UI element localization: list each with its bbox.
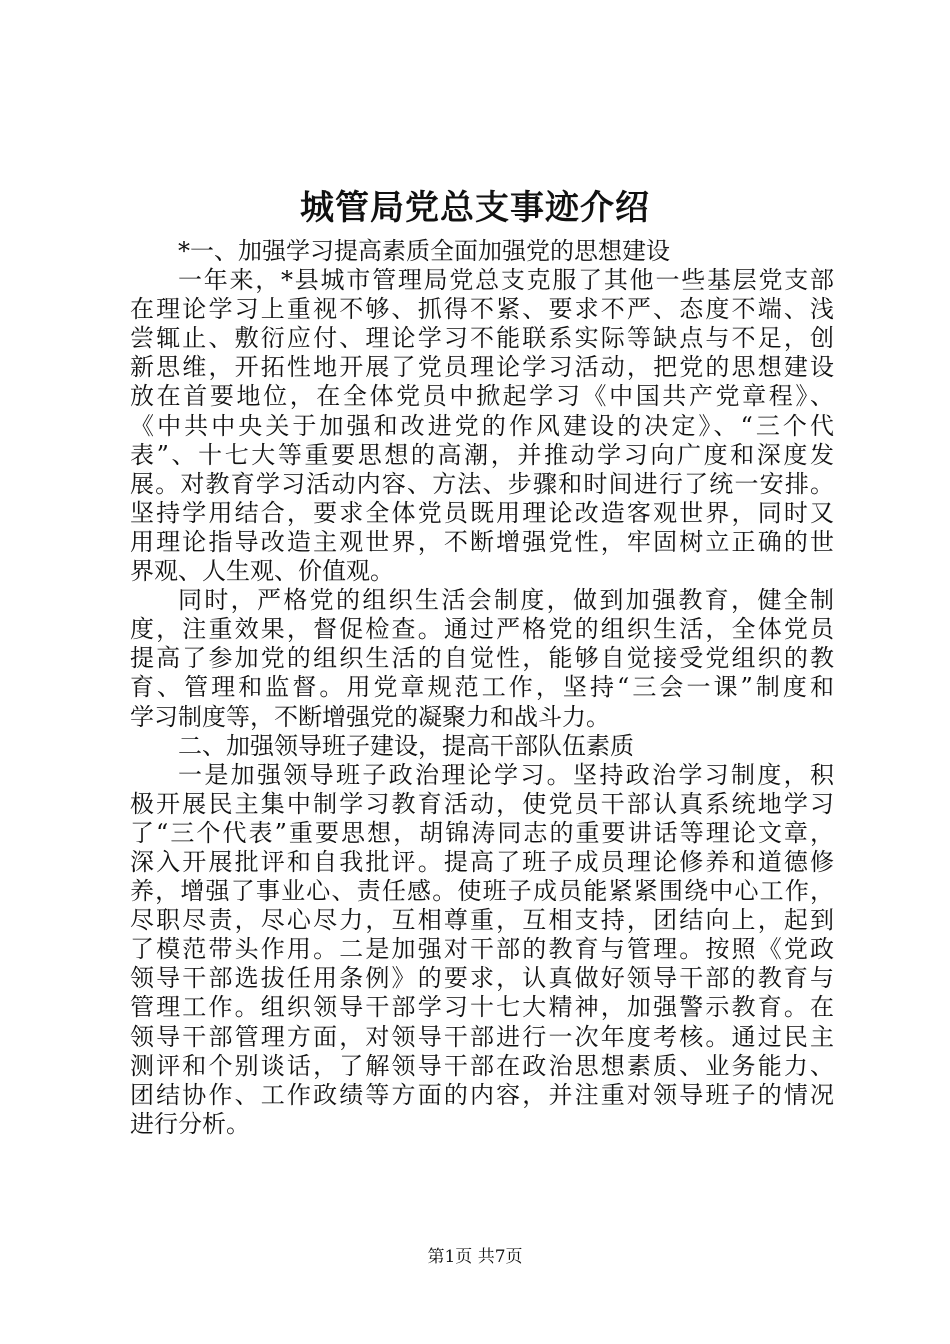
text-line: 同时，严格党的组织生活会制度，做到加强教育，健全制 xyxy=(178,586,834,615)
text-line: 放在首要地位，在全体党员中掀起学习《中国共产党章程》、 xyxy=(130,382,834,411)
text-line: 育、管理和监督。用党章规范工作，坚持“三会一课”制度和 xyxy=(130,673,834,702)
document-title: 城管局党总支事迹介绍 xyxy=(300,188,650,228)
text-line: 新思维，开拓性地开展了党员理论学习活动，把党的思想建设 xyxy=(130,353,834,382)
text-line: *一、加强学习提高素质全面加强党的思想建设 xyxy=(178,237,670,265)
text-line: 管理工作。组织领导干部学习十七大精神，加强警示教育。在 xyxy=(130,993,834,1022)
page-number-footer: 第1页 共7页 xyxy=(427,1247,523,1267)
text-line: 测评和个别谈话，了解领导干部在政治思想素质、业务能力、 xyxy=(130,1051,834,1080)
text-line: 二、加强领导班子建设，提高干部队伍素质 xyxy=(178,731,634,760)
text-line: 界观、人生观、价值观。 xyxy=(130,557,394,586)
text-line: 深入开展批评和自我批评。提高了班子成员理论修养和道德修 xyxy=(130,847,834,876)
text-line: 了模范带头作用。二是加强对干部的教育与管理。按照《党政 xyxy=(130,935,834,964)
text-line: 进行分析。 xyxy=(130,1109,250,1138)
text-line: 领导干部管理方面，对领导干部进行一次年度考核。通过民主 xyxy=(130,1022,834,1051)
text-line: 尽职尽责，尽心尽力，互相尊重，互相支持，团结向上，起到 xyxy=(130,906,834,935)
text-line: 一是加强领导班子政治理论学习。坚持政治学习制度，积 xyxy=(178,760,834,789)
text-line: 团结协作、工作政绩等方面的内容，并注重对领导班子的情况 xyxy=(130,1080,834,1109)
text-line: 提高了参加党的组织生活的自觉性，能够自觉接受党组织的教 xyxy=(130,644,834,673)
text-line: 展。对教育学习活动内容、方法、步骤和时间进行了统一安排。 xyxy=(130,469,834,498)
text-line: 养，增强了事业心、责任感。使班子成员能紧紧围绕中心工作， xyxy=(130,877,834,906)
text-line: 学习制度等，不断增强党的凝聚力和战斗力。 xyxy=(130,702,610,731)
text-line: 领导干部选拔任用条例》的要求，认真做好领导干部的教育与 xyxy=(130,964,834,993)
text-line: 极开展民主集中制学习教育活动，使党员干部认真系统地学习 xyxy=(130,789,834,818)
text-line: 表”、十七大等重要思想的高潮，并推动学习向广度和深度发 xyxy=(130,440,834,469)
text-line: 了“三个代表”重要思想，胡锦涛同志的重要讲话等理论文章， xyxy=(130,818,834,847)
text-line: 坚持学用结合，要求全体党员既用理论改造客观世界，同时又 xyxy=(130,498,834,527)
text-line: 《中共中央关于加强和改进党的作风建设的决定》、“三个代 xyxy=(130,411,834,440)
text-line: 一年来，*县城市管理局党总支克服了其他一些基层党支部 xyxy=(178,266,834,295)
text-line: 在理论学习上重视不够、抓得不紧、要求不严、态度不端、浅 xyxy=(130,295,834,324)
document-body xyxy=(130,237,834,1139)
text-line: 尝辄止、敷衍应付、理论学习不能联系实际等缺点与不足，创 xyxy=(130,324,834,353)
text-line: 度，注重效果，督促检查。通过严格党的组织生活，全体党员 xyxy=(130,615,834,644)
text-line: 用理论指导改造主观世界，不断增强党性，牢固树立正确的世 xyxy=(130,527,834,556)
